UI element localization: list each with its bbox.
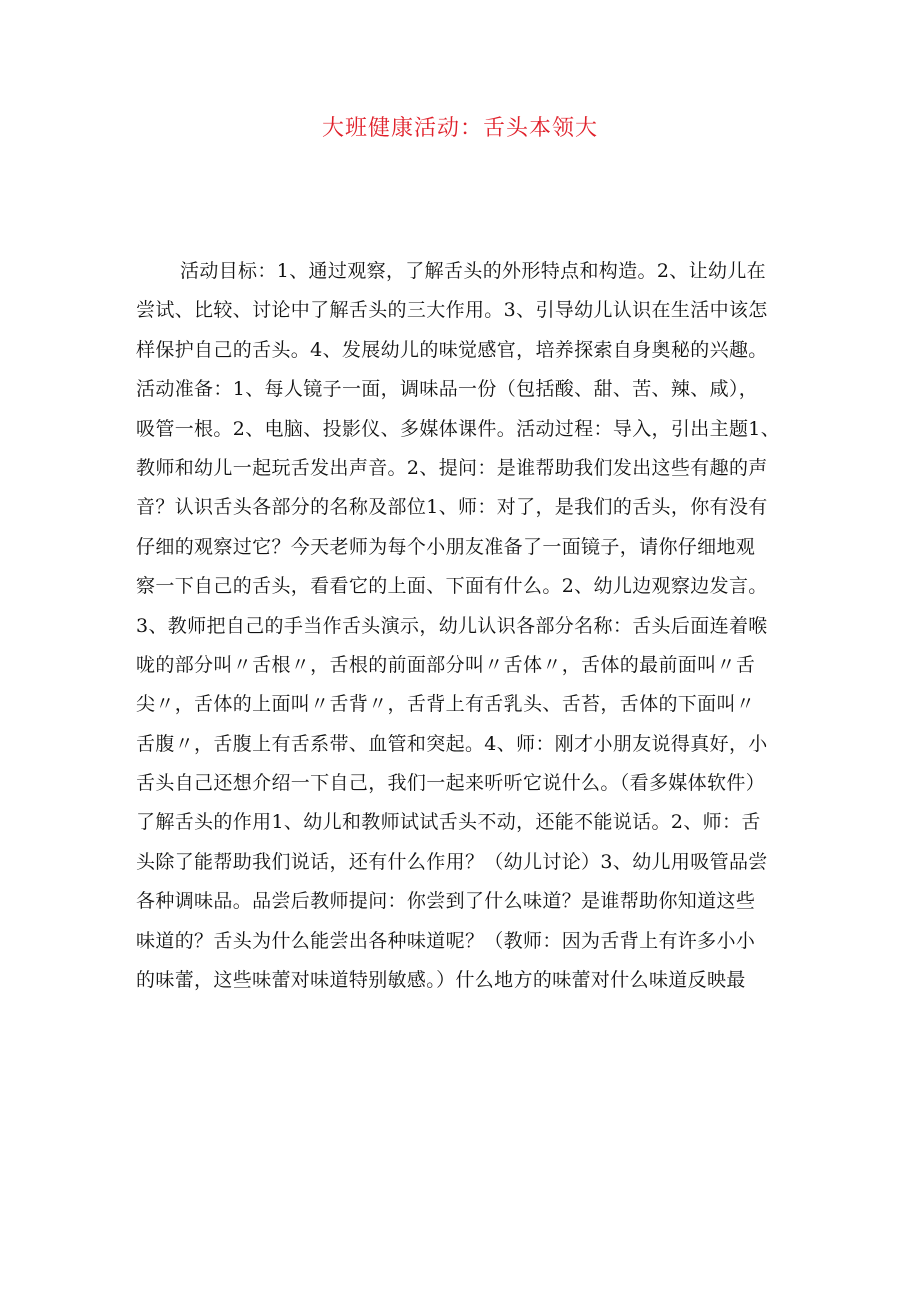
body-line: 尝试、比较、讨论中了解舌头的三大作用。3、引导幼儿认识在生活中该怎 [136, 299, 768, 322]
body-line: 活动准备：1、每人镜子一面，调味品一份（包括酸、甜、苦、辣、咸）， [136, 378, 759, 401]
body-line: 音？认识舌头各部分的名称及部位1、师：对了，是我们的舌头，你有没有 [136, 496, 768, 519]
body-line: 3、教师把自己的手当作舌头演示，幼儿认识各部分名称：舌头后面连着喉 [136, 614, 768, 637]
body-line: 头除了能帮助我们说话，还有什么作用？（幼儿讨论）3、幼儿用吸管品尝 [136, 850, 768, 873]
body-line: 吸管一根。2、电脑、投影仪、多媒体课件。活动过程：导入，引出主题1、 [136, 417, 781, 440]
body-line: 教师和幼儿一起玩舌发出声音。2、提问：是谁帮助我们发出这些有趣的声 [136, 456, 768, 479]
body-line: 味道的？舌头为什么能尝出各种味道呢？（教师：因为舌背上有许多小小 [136, 929, 756, 952]
body-line: 活动目标：1、通过观察，了解舌头的外形特点和构造。2、让幼儿在 [180, 260, 767, 282]
body-line: 舌腹〃，舌腹上有舌系带、血管和突起。4、师：刚才小朋友说得真好，小 [136, 732, 768, 755]
body-line: 了解舌头的作用1、幼儿和教师试试舌头不动，还能不能说话。2、师：舌 [136, 811, 761, 834]
body-line: 咙的部分叫〃舌根〃，舌根的前面部分叫〃舌体〃，舌体的最前面叫〃舌 [136, 653, 756, 676]
body-line: 样保护自己的舌头。4、发展幼儿的味觉感官，培养探索自身奥秘的兴趣。 [136, 338, 768, 361]
body-line: 舌头自己还想介绍一下自己，我们一起来听听它说什么。（看多媒体软件） [136, 772, 766, 795]
document-title: 大班健康活动：舌头本领大 [321, 116, 598, 141]
body-line: 各种调味品。品尝后教师提问：你尝到了什么味道？是谁帮助你知道这些 [136, 890, 756, 913]
body-line: 仔细的观察过它？今天老师为每个小朋友准备了一面镜子，请你仔细地观 [136, 535, 756, 558]
document-body [136, 252, 796, 1000]
body-line: 的味蕾，这些味蕾对味道特别敏感。）什么地方的味蕾对什么味道反映最 [136, 969, 746, 992]
body-line: 察一下自己的舌头，看看它的上面、下面有什么。2、幼儿边观察边发言。 [136, 575, 768, 598]
body-line: 尖〃，舌体的上面叫〃舌背〃，舌背上有舌乳头、舌苔，舌体的下面叫〃 [136, 693, 756, 716]
